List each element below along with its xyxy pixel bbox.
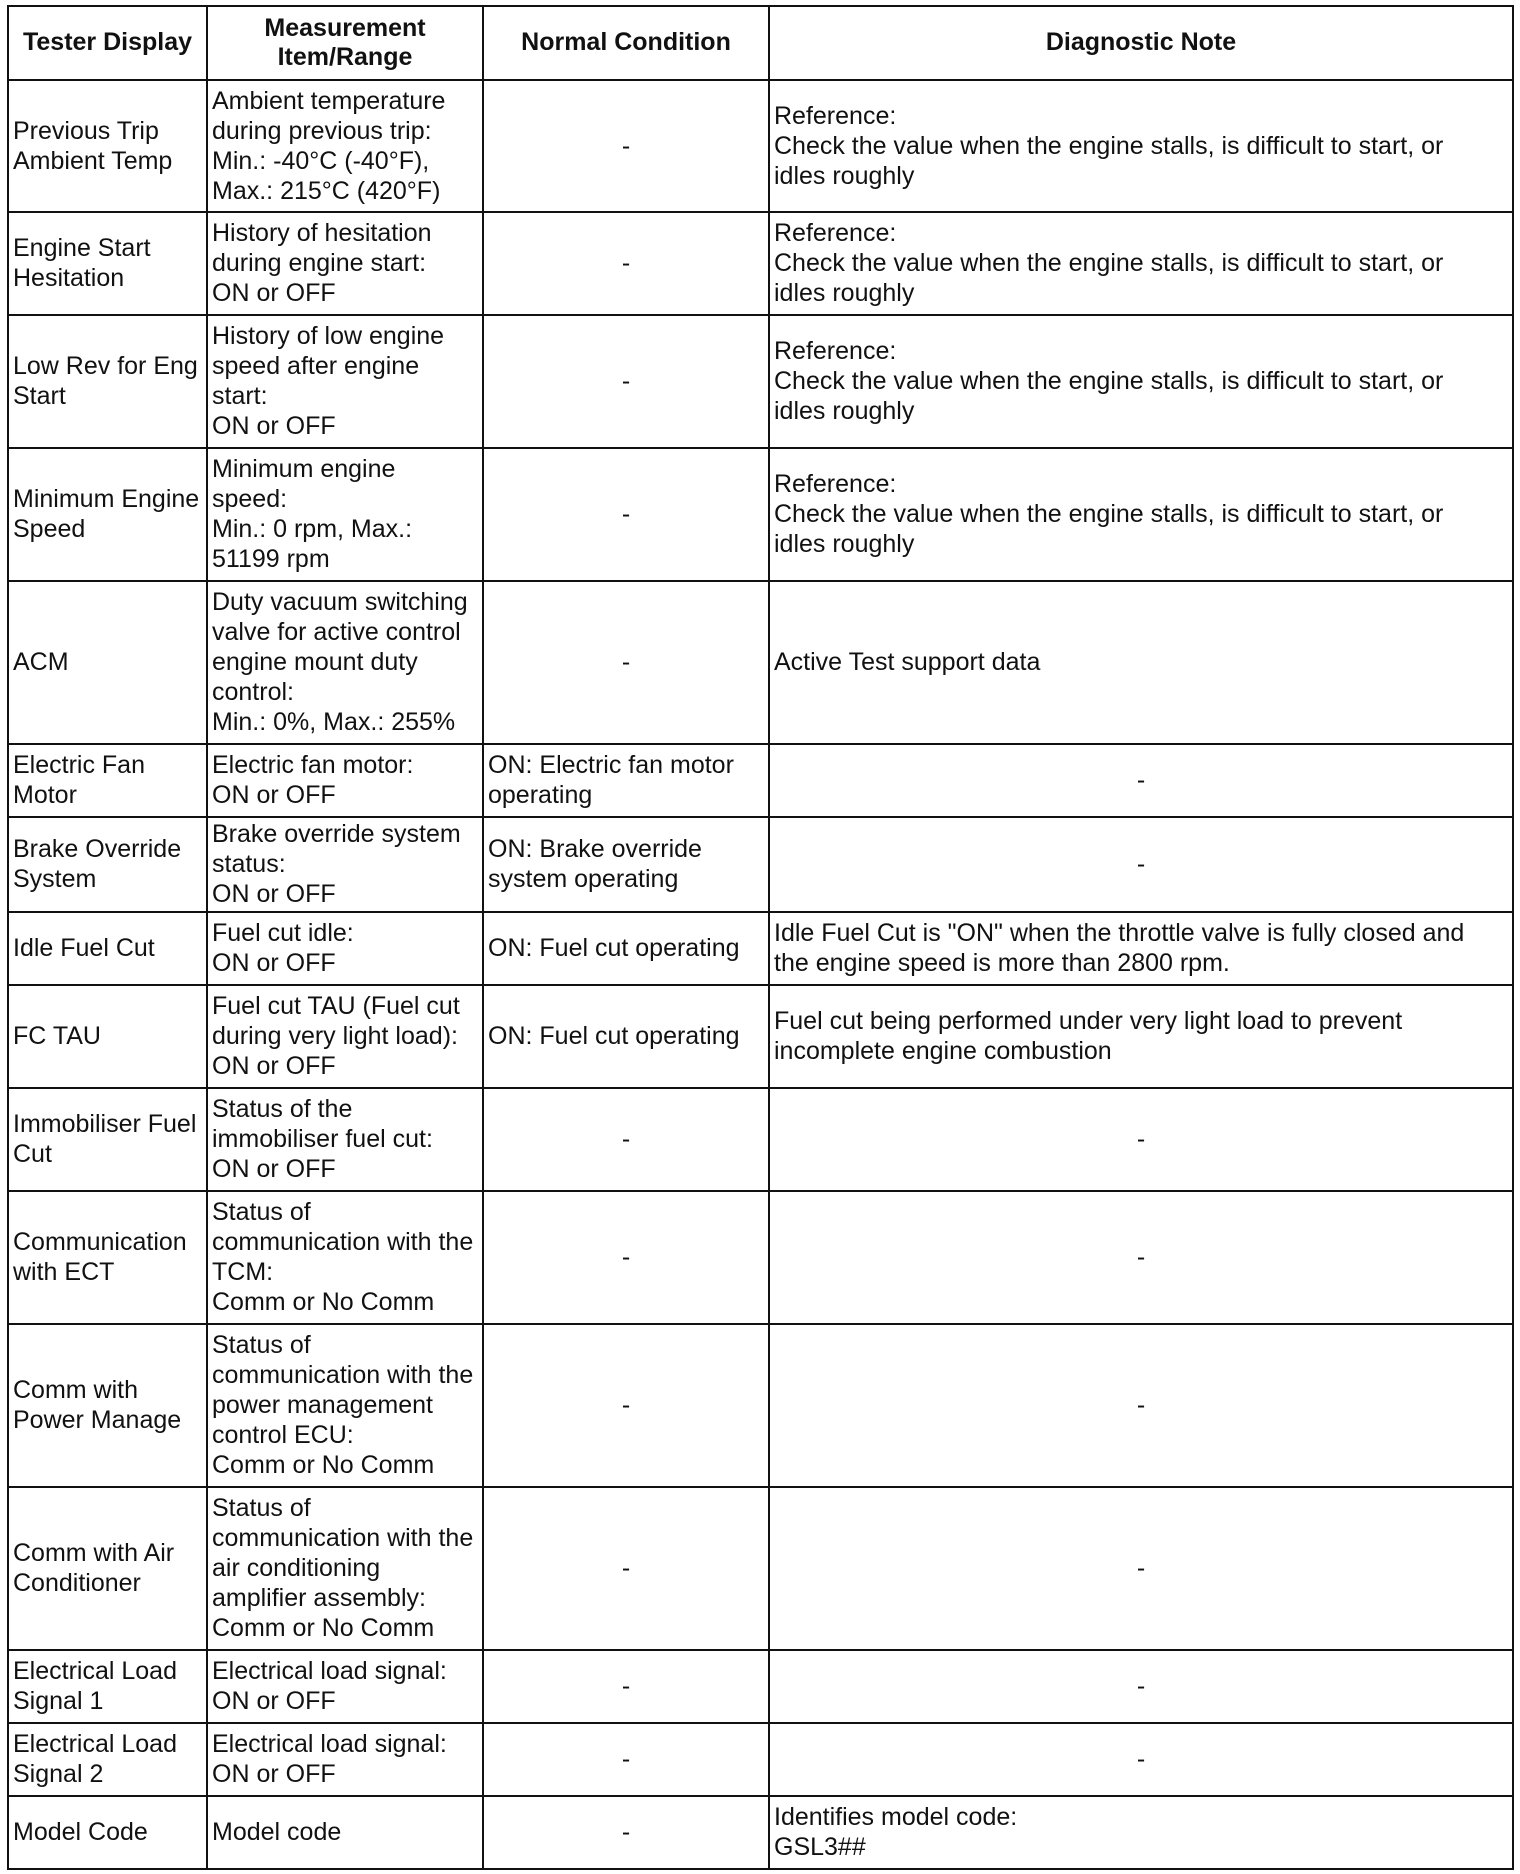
tester-display-cell: ACM [8, 581, 207, 744]
measurement-cell: Electrical load signal: ON or OFF [207, 1723, 483, 1796]
table-row [8, 1088, 1513, 1191]
measurement-cell: Electric fan motor: ON or OFF [207, 744, 483, 817]
normal-condition-cell: - [483, 1723, 769, 1796]
measurement-cell: Status of communication with the air conditioning amplifier assembly: Comm or No Comm [207, 1487, 483, 1650]
header-measurement: Measurement Item/Range [207, 6, 483, 80]
diagnostic-note-cell: Reference: Check the value when the engine stalls, is difficult to start, or idles roughly [769, 80, 1513, 212]
normal-condition-cell: - [483, 448, 769, 581]
diagnostic-note-cell: - [769, 1191, 1513, 1324]
normal-condition-cell: - [483, 1324, 769, 1487]
diagnostic-note-cell: - [769, 1088, 1513, 1191]
normal-condition-cell: ON: Brake override system operating [483, 817, 769, 912]
tester-display-cell: Communication with ECT [8, 1191, 207, 1324]
diagnostic-note-cell: - [769, 1650, 1513, 1723]
measurement-cell: History of hesitation during engine start: ON or OFF [207, 212, 483, 315]
table-row [8, 1191, 1513, 1324]
measurement-cell: Brake override system status: ON or OFF [207, 817, 483, 912]
table-row [8, 581, 1513, 744]
diagnostic-note-cell: - [769, 744, 1513, 817]
measurement-cell: History of low engine speed after engine start: ON or OFF [207, 315, 483, 448]
normal-condition-cell: - [483, 1796, 769, 1869]
header-diagnostic-note: Diagnostic Note [769, 6, 1513, 80]
table-row [8, 817, 1513, 912]
normal-condition-cell: - [483, 315, 769, 448]
normal-condition-cell: - [483, 1191, 769, 1324]
table-row [8, 1487, 1513, 1650]
tester-display-cell: Electrical Load Signal 2 [8, 1723, 207, 1796]
diagnostic-note-cell: Reference: Check the value when the engine stalls, is difficult to start, or idles roughly [769, 212, 1513, 315]
normal-condition-cell: ON: Electric fan motor operating [483, 744, 769, 817]
measurement-cell: Status of communication with the power management control ECU: Comm or No Comm [207, 1324, 483, 1487]
tester-display-cell: Comm with Power Manage [8, 1324, 207, 1487]
table-row [8, 1324, 1513, 1487]
normal-condition-cell: ON: Fuel cut operating [483, 912, 769, 985]
normal-condition-cell: - [483, 1088, 769, 1191]
table-row [8, 448, 1513, 581]
measurement-cell: Model code [207, 1796, 483, 1869]
table-row [8, 1796, 1513, 1869]
diagnostic-data-table [7, 5, 1514, 1870]
diagnostic-note-cell: Reference: Check the value when the engine stalls, is difficult to start, or idles roughly [769, 448, 1513, 581]
diagnostic-note-cell: Identifies model code: GSL3## [769, 1796, 1513, 1869]
diagnostic-note-cell: - [769, 1723, 1513, 1796]
tester-display-cell: Previous Trip Ambient Temp [8, 80, 207, 212]
diagnostic-note-cell: Fuel cut being performed under very light load to prevent incomplete engine combustion [769, 985, 1513, 1088]
table-row [8, 1723, 1513, 1796]
header-tester-display: Tester Display [8, 6, 207, 80]
normal-condition-cell: - [483, 581, 769, 744]
table-row [8, 315, 1513, 448]
table-row [8, 212, 1513, 315]
diagnostic-note-cell: - [769, 1487, 1513, 1650]
normal-condition-cell: - [483, 212, 769, 315]
diagnostic-note-cell: - [769, 1324, 1513, 1487]
normal-condition-cell: - [483, 1487, 769, 1650]
diagnostic-note-cell: Active Test support data [769, 581, 1513, 744]
header-normal-condition: Normal Condition [483, 6, 769, 80]
tester-display-cell: Electrical Load Signal 1 [8, 1650, 207, 1723]
table-row [8, 912, 1513, 985]
table-header-row [8, 6, 1513, 80]
tester-display-cell: FC TAU [8, 985, 207, 1088]
tester-display-cell: Idle Fuel Cut [8, 912, 207, 985]
diagnostic-note-cell: Reference: Check the value when the engine stalls, is difficult to start, or idles roughly [769, 315, 1513, 448]
diagnostic-note-cell: - [769, 817, 1513, 912]
table-row [8, 1650, 1513, 1723]
table-row [8, 744, 1513, 817]
tester-display-cell: Model Code [8, 1796, 207, 1869]
normal-condition-cell: ON: Fuel cut operating [483, 985, 769, 1088]
tester-display-cell: Comm with Air Conditioner [8, 1487, 207, 1650]
tester-display-cell: Electric Fan Motor [8, 744, 207, 817]
diagnostic-note-cell: Idle Fuel Cut is "ON" when the throttle valve is fully closed and the engine speed is more than 2800 rpm. [769, 912, 1513, 985]
measurement-cell: Status of the immobiliser fuel cut: ON or OFF [207, 1088, 483, 1191]
measurement-cell: Fuel cut idle: ON or OFF [207, 912, 483, 985]
normal-condition-cell: - [483, 80, 769, 212]
tester-display-cell: Engine Start Hesitation [8, 212, 207, 315]
table-row [8, 80, 1513, 212]
tester-display-cell: Brake Override System [8, 817, 207, 912]
table-row [8, 985, 1513, 1088]
measurement-cell: Duty vacuum switching valve for active control engine mount duty control: Min.: 0%, Max.: 255% [207, 581, 483, 744]
measurement-cell: Status of communication with the TCM: Comm or No Comm [207, 1191, 483, 1324]
normal-condition-cell: - [483, 1650, 769, 1723]
measurement-cell: Ambient temperature during previous trip: Min.: -40°C (-40°F), Max.: 215°C (420°F) [207, 80, 483, 212]
measurement-cell: Fuel cut TAU (Fuel cut during very light load): ON or OFF [207, 985, 483, 1088]
tester-display-cell: Minimum Engine Speed [8, 448, 207, 581]
measurement-cell: Minimum engine speed: Min.: 0 rpm, Max.: 51199 rpm [207, 448, 483, 581]
tester-display-cell: Immobiliser Fuel Cut [8, 1088, 207, 1191]
measurement-cell: Electrical load signal: ON or OFF [207, 1650, 483, 1723]
tester-display-cell: Low Rev for Eng Start [8, 315, 207, 448]
